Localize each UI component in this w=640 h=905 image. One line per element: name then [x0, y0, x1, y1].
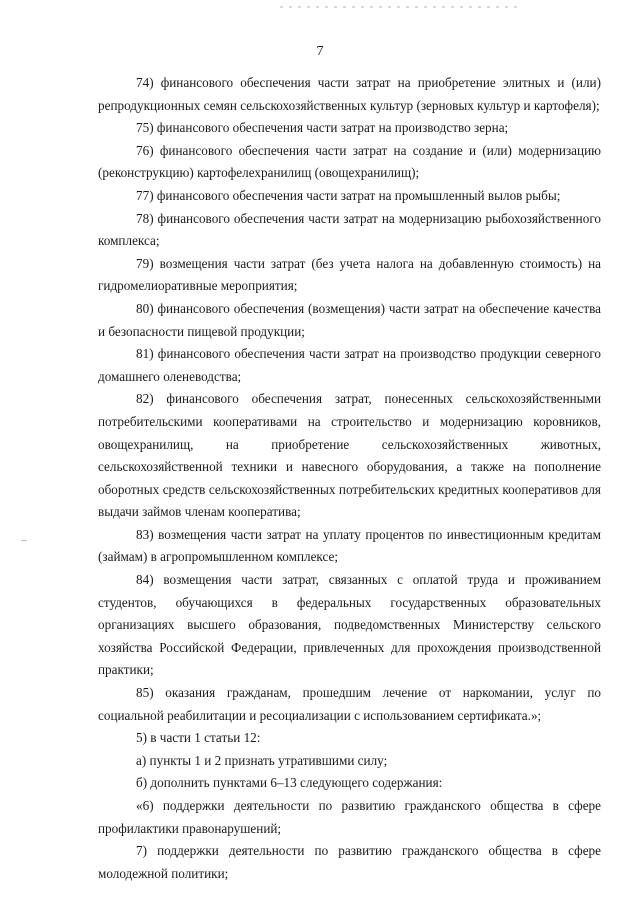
paragraph-79: 79) возмещения части затрат (без учета налога на добавленную стоимость) на гидромелиоративные мероприятия; — [98, 255, 601, 294]
paragraph-80: 80) финансового обеспечения (возмещения) части затрат на обеспечение качества и безопасности пищевой продукции; — [98, 300, 601, 339]
paragraph-74: 74) финансового обеспечения части затрат на приобретение элитных и (или) репродукционных семян сельскохозяйственных культур (зерновых культур и картофеля); — [98, 75, 601, 113]
paragraph-82: 82) финансового обеспечения затрат, понесенных сельскохозяйственными потребительскими кооперативами на строительство и модернизацию коровников, овощехранилищ, на приобретение сельскохозяйственных животных, сельскохозяйственной техники и навесного оборудования, а также на пополнение оборотных средств сельскохозяйственных потребительских кредитных кооперативов для выдачи займов членам кооператива; — [98, 391, 601, 520]
paragraph-76: 76) финансового обеспечения части затрат на создание и (или) модернизацию (реконструкцию) картофелехранилищ (овощехранилищ); — [98, 142, 601, 181]
paragraph-81: 81) финансового обеспечения части затрат на производство продукции северного домашнего оленеводства; — [98, 346, 601, 384]
paragraph-item-5: 5) в части 1 статьи 12: — [136, 730, 261, 746]
paragraph-85: 85) оказания гражданам, прошедшим лечение от наркомании, услуг по социальной реабилитации и ресоциализации с использованием сертификата.»; — [98, 685, 601, 723]
document-body — [98, 72, 601, 885]
paragraph-83: 83) возмещения части затрат на уплату процентов по инвестиционным кредитам (займам) в агропромышленном комплексе; — [98, 526, 601, 565]
paragraph-75: 75) финансового обеспечения части затрат на производство зерна; — [136, 120, 509, 136]
paragraph-new-6: «6) поддержки деятельности по развитию гражданского общества в сфере профилактики правонарушений; — [98, 798, 601, 836]
paragraph-78: 78) финансового обеспечения части затрат на модернизацию рыбохозяйственного комплекса; — [98, 210, 601, 249]
paragraph-84: 84) возмещения части затрат, связанных с оплатой труда и проживанием студентов, обучающихся в федеральных государственных образовательных организациях высшего образования, подведомственных Министерству сельского хозяйства Российской Федерации, привлеченных для прохождения производственной практики; — [98, 572, 601, 678]
scan-artifact — [21, 540, 27, 541]
scan-artifact — [280, 6, 520, 8]
page-number: 7 — [316, 44, 324, 59]
paragraph-77: 77) финансового обеспечения части затрат на промышленный вылов рыбы; — [136, 187, 561, 203]
paragraph-new-7: 7) поддержки деятельности по развитию гражданского общества в сфере молодежной политики; — [98, 843, 601, 881]
paragraph-sub-a: а) пункты 1 и 2 признать утратившими силу; — [136, 752, 388, 768]
paragraph-sub-b: б) дополнить пунктами 6–13 следующего содержания: — [136, 775, 443, 791]
